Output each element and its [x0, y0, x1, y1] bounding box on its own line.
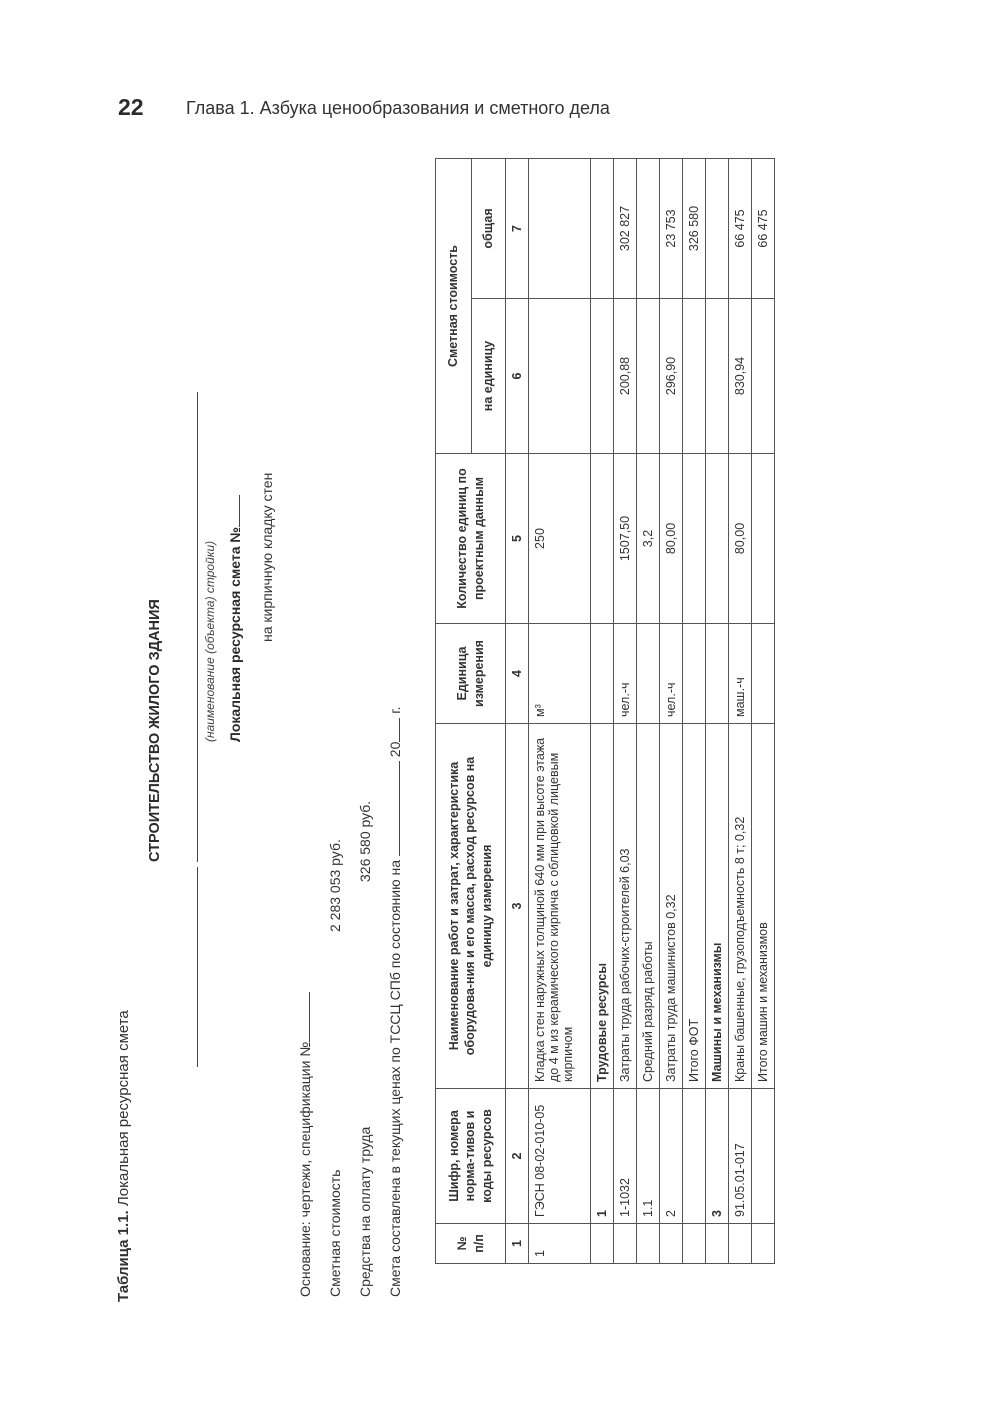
header-name: Наименование работ и затрат, характеристика оборудова-ния и его масса, расход ресурсов на единицу измерения	[436, 724, 506, 1089]
cell-qty	[706, 454, 729, 624]
cell-price	[752, 299, 775, 454]
cell-total: 302 827	[614, 159, 637, 299]
basis-line	[297, 992, 313, 1297]
table-row	[614, 159, 637, 1264]
column-numbers-row	[506, 159, 529, 1264]
col-number: 5	[506, 454, 529, 624]
col-number: 3	[506, 724, 529, 1089]
wage-value: 326 580 руб.	[357, 800, 373, 882]
cell-price	[591, 299, 614, 454]
cell-num: 1	[529, 1224, 591, 1264]
cell-code: 1.1	[637, 1089, 660, 1224]
header-price: на единицу	[472, 299, 506, 454]
cell-total: 66 475	[729, 159, 752, 299]
cell-code: 1	[591, 1089, 614, 1224]
cell-name: Краны башенные, грузоподъемность 8 т; 0,32	[729, 724, 752, 1089]
estimate-table	[435, 158, 775, 1264]
table-caption	[115, 1010, 132, 1302]
col-number: 2	[506, 1089, 529, 1224]
cell-name: Машины и механизмы	[706, 724, 729, 1089]
cell-qty: 250	[529, 454, 591, 624]
name-underline-left	[197, 867, 198, 1067]
wage-label: Средства на оплату труда	[357, 1126, 373, 1297]
cell-name: Трудовые ресурсы	[591, 724, 614, 1089]
cell-price: 296,90	[660, 299, 683, 454]
estimate-subject: на кирпичную кладку стен	[259, 472, 275, 642]
basis-text: Основание: чертежи, спецификации №	[297, 1041, 313, 1297]
cost-label: Сметная стоимость	[327, 1169, 343, 1297]
cell-qty	[683, 454, 706, 624]
caption-text: Локальная ресурсная смета	[115, 1010, 132, 1207]
header-num: № п/п	[436, 1224, 506, 1264]
cell-total: 66 475	[752, 159, 775, 299]
header-unit: Единица измерения	[436, 624, 506, 724]
cell-unit	[683, 624, 706, 724]
cell-qty: 80,00	[729, 454, 752, 624]
cell-total	[637, 159, 660, 299]
col-number: 7	[506, 159, 529, 299]
cell-qty: 1507,50	[614, 454, 637, 624]
cell-qty	[591, 454, 614, 624]
cost-value: 2 283 053 руб.	[327, 839, 343, 932]
cell-name: Затраты труда машинистов 0,32	[660, 724, 683, 1089]
header-qty: Количество единиц по проектным данным	[436, 454, 506, 624]
header-total: общая	[472, 159, 506, 299]
table-row	[591, 159, 614, 1264]
table-row	[660, 159, 683, 1264]
cell-price	[683, 299, 706, 454]
cell-num	[637, 1224, 660, 1264]
cell-unit	[591, 624, 614, 724]
col-number: 6	[506, 299, 529, 454]
cell-code	[752, 1089, 775, 1224]
cell-unit	[706, 624, 729, 724]
estimate-title-text: Локальная ресурсная смета №	[227, 526, 243, 742]
header-code: Шифр, номера норма-тивов и коды ресурсов	[436, 1089, 506, 1224]
compiled-text: Смета составлена в текущих ценах по ТССЦ СПб по состоянию на	[387, 859, 403, 1297]
table-row	[752, 159, 775, 1264]
col-number: 1	[506, 1224, 529, 1264]
cell-name: Средний разряд работы	[637, 724, 660, 1089]
table-row	[706, 159, 729, 1264]
cell-total	[591, 159, 614, 299]
cell-name: Итого машин и механизмов	[752, 724, 775, 1089]
cell-qty: 80,00	[660, 454, 683, 624]
cell-price	[529, 299, 591, 454]
cell-num	[729, 1224, 752, 1264]
header-cost-group: Сметная стоимость	[436, 159, 472, 454]
cell-code: 1-1032	[614, 1089, 637, 1224]
page-number: 22	[118, 94, 144, 120]
cell-code: 91.05.01-017	[729, 1089, 752, 1224]
cell-unit	[637, 624, 660, 724]
compiled-line	[387, 706, 403, 1297]
table-row	[529, 159, 591, 1264]
cell-qty	[752, 454, 775, 624]
cell-name: Кладка стен наружных толщиной 640 мм при высоте этажа до 4 м из керамического кирпича с облицовкой лицевым кирпичом	[529, 724, 591, 1089]
cell-code: 2	[660, 1089, 683, 1224]
rotated-table-block	[115, 162, 860, 1302]
construction-title: СТРОИТЕЛЬСТВО ЖИЛОГО ЗДАНИЯ	[147, 599, 163, 862]
cell-code: ГЭСН 08-02-010-05	[529, 1089, 591, 1224]
year-text: 20	[387, 741, 403, 758]
table-row	[683, 159, 706, 1264]
col-number: 4	[506, 624, 529, 724]
cell-num	[660, 1224, 683, 1264]
construction-hint: (наименование (объекта) стройки)	[203, 540, 217, 742]
cell-name: Итого ФОТ	[683, 724, 706, 1089]
cell-price: 200,88	[614, 299, 637, 454]
estimate-title	[227, 495, 243, 742]
cell-price	[637, 299, 660, 454]
name-underline-right	[197, 392, 198, 862]
cell-num	[683, 1224, 706, 1264]
cell-name: Затраты труда рабочих-строителей 6,03	[614, 724, 637, 1089]
table-row	[729, 159, 752, 1264]
cell-num	[614, 1224, 637, 1264]
caption-label: Таблица 1.1.	[115, 1210, 132, 1302]
cell-total	[529, 159, 591, 299]
cell-unit: маш.-ч	[729, 624, 752, 724]
cell-total	[706, 159, 729, 299]
cell-unit: чел.-ч	[614, 624, 637, 724]
cell-price	[706, 299, 729, 454]
running-head: Глава 1. Азбука ценообразования и сметного дела	[186, 98, 610, 118]
cell-code	[683, 1089, 706, 1224]
cell-unit	[752, 624, 775, 724]
cell-price: 830,94	[729, 299, 752, 454]
cell-unit: м³	[529, 624, 591, 724]
cell-qty: 3,2	[637, 454, 660, 624]
cell-num	[706, 1224, 729, 1264]
year-suffix: г.	[387, 706, 403, 714]
cell-total: 23 753	[660, 159, 683, 299]
cell-total: 326 580	[683, 159, 706, 299]
cell-unit: чел.-ч	[660, 624, 683, 724]
cell-code: 3	[706, 1089, 729, 1224]
cell-num	[591, 1224, 614, 1264]
table-row	[637, 159, 660, 1264]
cell-num	[752, 1224, 775, 1264]
